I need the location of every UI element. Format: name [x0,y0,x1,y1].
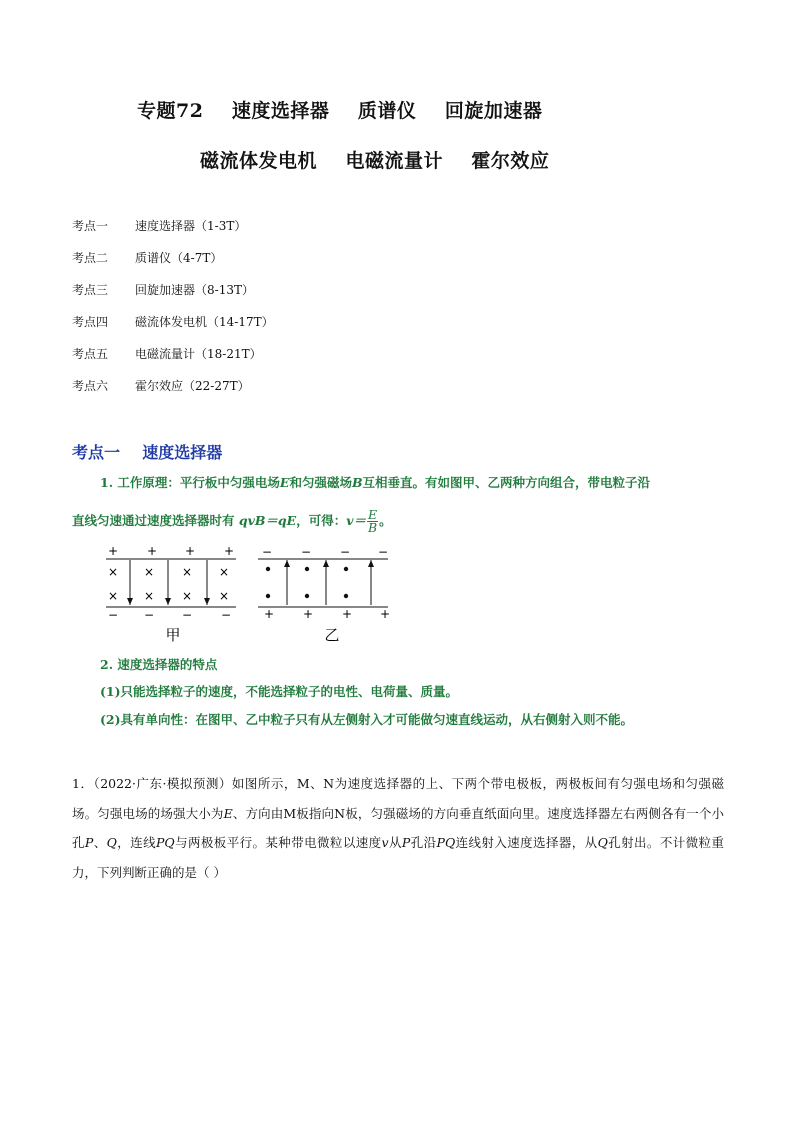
field-arrow-head [368,560,374,567]
title-line-2: 磁流体发电机 电磁流量计 霍尔效应 [200,150,550,172]
minus-sign: − [143,608,155,622]
minus-sign: − [377,545,389,559]
cross-symbol: × [181,589,193,603]
cross-symbol: × [107,565,119,579]
field-arrow-head [323,560,329,567]
cross-symbol: × [143,589,155,603]
equation: qvB＝qE [238,513,297,528]
field-arrow-head [204,598,210,605]
feature-2: (2)具有单向性：在图甲、乙中粒子只有从左侧射入才可能做匀速直线运动，从右侧射入则不能。 [100,712,634,727]
feature-1: (1)只能选择粒子的速度，不能选择粒子的电性、电荷量、质量。 [100,684,459,699]
plus-sign: + [379,607,391,621]
topic-list [72,217,274,409]
plus-sign: + [184,544,196,558]
plus-sign: + [263,607,275,621]
dot-symbol [305,567,309,571]
dot-symbol [344,594,348,598]
dot-symbol [305,594,309,598]
topic-text: 质谱仪（4-7T） [135,251,223,265]
topic-label: 考点一 [72,219,109,233]
topic-label: 考点五 [72,347,109,361]
topic-item [72,281,274,313]
diagram-yi [258,545,390,644]
plus-sign: + [341,607,353,621]
minus-sign: − [339,545,351,559]
topic-text: 速度选择器（1-3T） [135,219,247,233]
label-jia: 甲 [165,626,181,644]
plus-sign: + [302,607,314,621]
topic-text: 回旋加速器（8-13T） [135,283,254,297]
cross-symbol: × [107,589,119,603]
topic-label: 考点六 [72,379,109,393]
topic-text: 磁流体发电机（14-17T） [135,315,274,329]
minus-sign: − [300,545,312,559]
topic-label: 考点四 [72,315,109,329]
dot-symbol [266,567,270,571]
principle-line-1: 1. 工作原理：平行板中匀强电场E和匀强磁场B互相垂直。有如图甲、乙两种方向组合，带电粒子沿 [100,475,651,490]
topic-item [72,377,274,409]
minus-sign: − [181,608,193,622]
fraction-e-over-b: $\frac{E}{B}$ [367,507,378,535]
cross-symbol: × [143,565,155,579]
topic-item [72,313,274,345]
topic-label: 考点三 [72,283,109,297]
label-yi: 乙 [324,626,340,644]
minus-sign: − [261,545,273,559]
topic-item [72,345,274,377]
minus-sign: − [107,608,119,622]
field-arrow-head [127,598,133,605]
section-heading: 考点一 速度选择器 [72,443,223,462]
principle-line-2: 直线匀速通过速度选择器时有 qvB＝qE，可得：v＝ $\frac{E}{B}$ 。 [72,507,392,535]
topic-text: 电磁流量计（18-21T） [135,347,262,361]
cross-symbol: × [181,565,193,579]
diagram-jia [106,544,236,644]
plus-sign: + [223,544,235,558]
topic-item [72,217,274,249]
velocity-selector-diagrams [0,544,794,644]
minus-sign: − [220,608,232,622]
topic-text: 霍尔效应（22-27T） [135,379,250,393]
topic-label: 考点二 [72,251,109,265]
dot-symbol [344,567,348,571]
question-1: 1．（2022·广东·模拟预测）如图所示，M、N为速度选择器的上、下两个带电极板，两极板间有匀强电场和匀强磁场。匀强电场的场强大小为E、方向由M板指向N板，匀强磁场的方向垂直纸面向里。速度选择器左右两侧各有一个小孔P、Q，连线PQ与两极板平行。某种带电微粒以速度v从P孔沿PQ连线射入速度选择器，从Q孔射出。不计微粒重力，下列判断正确的是（ ） [72,776,724,880]
title-line-1: 专题72 速度选择器 质谱仪 回旋加速器 [137,100,543,122]
field-arrow-head [165,598,171,605]
plus-sign: + [146,544,158,558]
cross-symbol: × [218,589,230,603]
field-arrow-head [284,560,290,567]
cross-symbol: × [218,565,230,579]
plus-sign: + [107,544,119,558]
feature-title: 2. 速度选择器的特点 [100,657,218,672]
topic-item [72,249,274,281]
dot-symbol [266,594,270,598]
